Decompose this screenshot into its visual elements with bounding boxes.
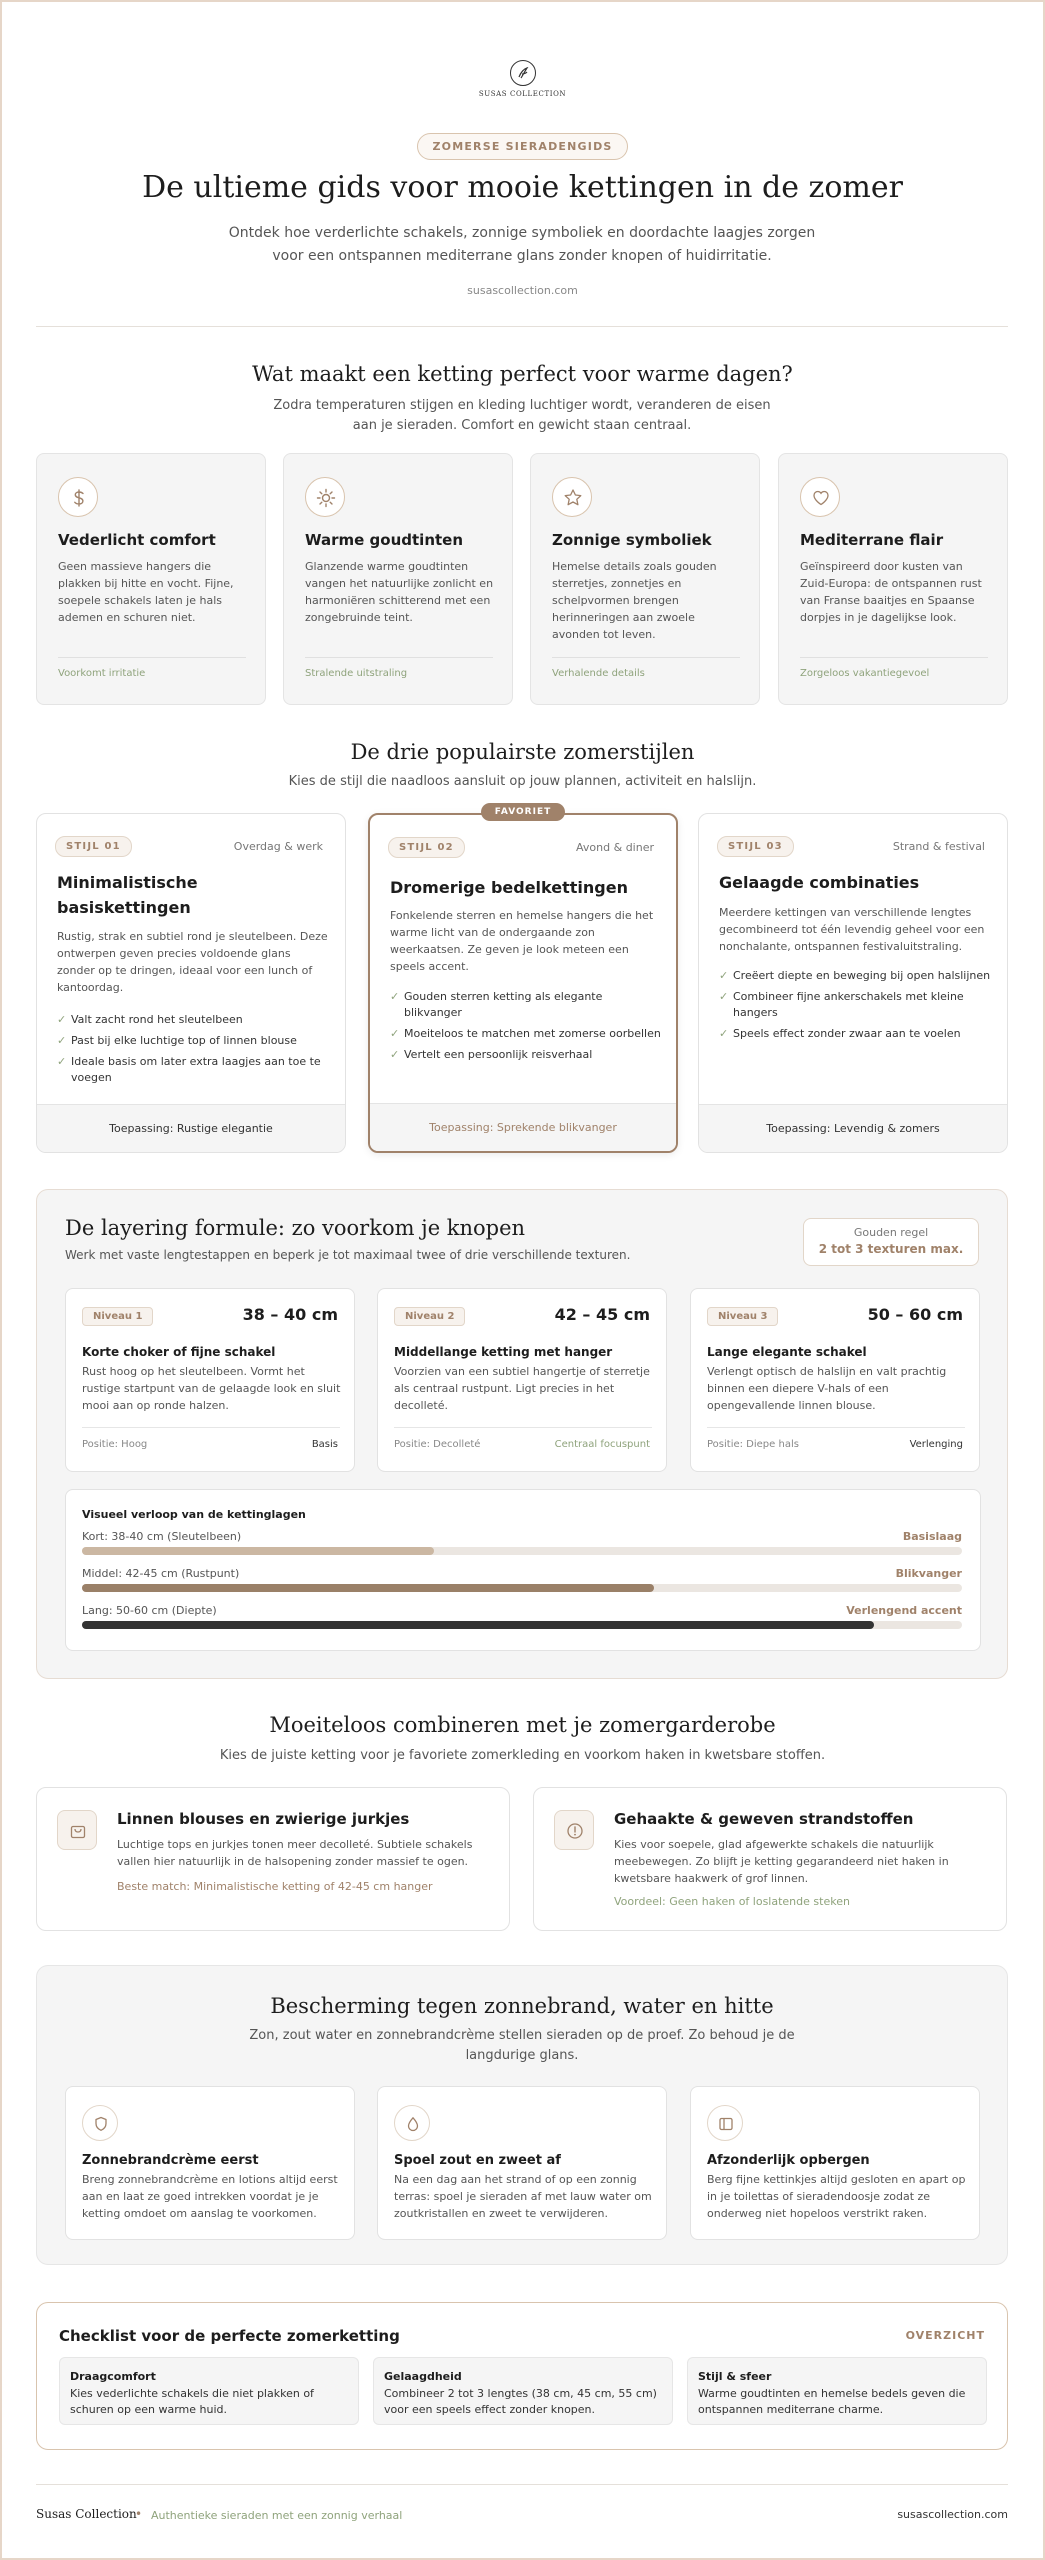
- style-tag: STIJL 03: [717, 836, 794, 857]
- feature-title: Zonnige symboliek: [552, 531, 712, 549]
- style-card[interactable]: [698, 813, 1008, 1153]
- level-card: [377, 1288, 667, 1472]
- checklist-item-title: Gelaagdheid: [384, 2370, 462, 2383]
- footer-separator: •: [135, 2507, 143, 2521]
- list-item: ✓ Combineer fijne ankerschakels met kleine hangers: [719, 989, 991, 1021]
- protection-panel: [36, 1965, 1008, 2265]
- feature-card: [530, 453, 760, 705]
- protection-subtitle: Zon, zout water en zonnebrandcrème stellen sieraden op de proef. Zo behoud je de langdurige glans.: [249, 2028, 795, 2063]
- feature-title: Vederlicht comfort: [58, 531, 216, 549]
- checklist-item: [59, 2357, 359, 2425]
- feature-divider: [552, 657, 740, 658]
- feature-desc: Glanzende warme goudtinten vangen het natuurlijke zonlicht en harmoniëren schitterend met een zongebruinde teint.: [305, 560, 494, 624]
- logo[interactable]: [0, 60, 1045, 98]
- footer-divider: [36, 2484, 1008, 2485]
- level-role: Verlenging: [909, 1439, 963, 1450]
- level-divider: [707, 1427, 965, 1428]
- level-divider: [394, 1427, 652, 1428]
- shield-icon: [82, 2105, 118, 2141]
- level-desc: Verlengt optisch de halslijn en valt prachtig binnen een diepere V-hals of een opengevallende linnen blouse.: [707, 1365, 947, 1412]
- feature-footnote: Voorkomt irritatie: [58, 668, 146, 679]
- feature-divider: [305, 657, 493, 658]
- box-icon: [707, 2105, 743, 2141]
- styles-title: De drie populairste zomerstijlen: [350, 740, 695, 764]
- layer-bar-role: Blikvanger: [895, 1567, 962, 1580]
- level-badge: Niveau 3: [707, 1307, 778, 1326]
- layer-bar-fill: [82, 1547, 434, 1555]
- protection-card-title: Afzonderlijk opbergen: [707, 2153, 870, 2168]
- level-title: Middellange ketting met hanger: [394, 1345, 613, 1359]
- guide-pill: ZOMERSE SIERADENGIDS: [417, 133, 627, 160]
- layer-bar-row: [82, 1604, 962, 1617]
- level-divider: [82, 1427, 340, 1428]
- page-subtitle: Ontdek hoe verderlichte schakels, zonnige symboliek en doordachte laagjes zorgen voor een ontspannen mediterrane glans zonder knopen of huidirritatie.: [228, 225, 816, 264]
- feature-desc: Hemelse details zoals gouden sterretjes, zonnetjes en schelpvormen brengen herinneringen aan zwoele avonden tot leven.: [552, 560, 717, 641]
- level-title: Korte choker of fijne schakel: [82, 1345, 276, 1359]
- checklist-item: [687, 2357, 987, 2425]
- level-badge: Niveau 1: [82, 1307, 153, 1326]
- checklist-overview: OVERZICHT: [905, 2329, 985, 2342]
- features-title: Wat maakt een ketting perfect voor warme dagen?: [252, 362, 793, 386]
- style-occasion: Strand & festival: [892, 840, 985, 853]
- level-title: Lange elegante schakel: [707, 1345, 867, 1359]
- style-desc: Meerdere kettingen van verschillende lengtes gecombineerd tot één levendig geheel voor een nonchalante, ontspannen festivaluitstraling.: [719, 906, 985, 953]
- layer-bar-row: [82, 1530, 962, 1543]
- feature-footnote: Zorgeloos vakantiegevoel: [800, 668, 930, 679]
- level-role: Basis: [311, 1439, 338, 1450]
- protection-title: Bescherming tegen zonnebrand, water en hitte: [270, 1994, 774, 2018]
- protection-card: [65, 2086, 355, 2240]
- layer-bar-track: [82, 1584, 962, 1592]
- golden-rule-value: 2 tot 3 texturen max.: [818, 1242, 964, 1256]
- list-item: ✓ Creëert diepte en beweging bij open halslijnen: [719, 968, 991, 984]
- feature-title: Warme goudtinten: [305, 531, 464, 549]
- protection-card-desc: Na een dag aan het strand of op een zonnig terras: spoel je sieraden af met lauw water om zoutkristallen en zweet te verwijderen.: [394, 2173, 652, 2220]
- style-desc: Rustig, strak en subtiel rond je sleutelbeen. Deze ontwerpen geven precies voldoende glans zonder op te dringen, ideaal voor een lunch of kantoordag.: [57, 930, 328, 994]
- layer-bar-label: Middel: 42-45 cm (Rustpunt): [82, 1567, 240, 1580]
- checklist-item-title: Draagcomfort: [70, 2370, 156, 2383]
- layer-bar-fill: [82, 1621, 874, 1629]
- checklist-item-title: Stijl & sfeer: [698, 2370, 772, 2383]
- feature-divider: [800, 657, 988, 658]
- list-item: ✓ Valt zacht rond het sleutelbeen: [57, 1012, 329, 1028]
- sun-icon: [305, 477, 345, 517]
- combine-match: Voordeel: Geen haken of loslatende steken: [614, 1895, 850, 1908]
- protection-card-title: Zonnebrandcrème eerst: [82, 2153, 259, 2168]
- style-title: Gelaagde combinaties: [719, 873, 920, 892]
- style-tag: STIJL 02: [388, 837, 465, 858]
- combine-title-1: Linnen blouses en zwierige jurkjes: [117, 1810, 410, 1828]
- checklist-item-desc: Kies vederlichte schakels die niet plakken of schuren op een warme huid.: [70, 2387, 314, 2416]
- layer-bar-label: Kort: 38-40 cm (Sleutelbeen): [82, 1530, 242, 1543]
- combine-desc: Luchtige tops en jurkjes tonen meer decolleté. Subtiele schakels vallen hier natuurlijk in de halsopening zonder massief te ogen.: [117, 1838, 473, 1868]
- drop-icon: [394, 2105, 430, 2141]
- feature-desc: Geïnspireerd door kusten van Zuid-Europa: de ontspannen rust van Franse baaitjes en Spaanse dorpjes in je dagelijkse look.: [800, 560, 982, 624]
- level-desc: Voorzien van een subtiel hangertje of sterretje als centraal rustpunt. Ligt precies in het decolleté.: [394, 1365, 650, 1412]
- style-card[interactable]: [36, 813, 346, 1153]
- level-position: Positie: Decolleté: [394, 1439, 481, 1450]
- combine-card: [36, 1787, 510, 1931]
- feature-card: [283, 453, 513, 705]
- style-title: Dromerige bedelkettingen: [390, 878, 628, 897]
- style-title: Minimalistische basiskettingen: [57, 873, 198, 917]
- protection-card: [377, 2086, 667, 2240]
- protection-card-desc: Breng zonnebrandcrème en lotions altijd eerst aan en laat ze goed intrekken voordat je je ketting omdoet om aanslag te voorkomen.: [82, 2173, 338, 2220]
- features-subtitle: Zodra temperaturen stijgen en kleding luchtiger wordt, veranderen de eisen aan je sieraden. Comfort en gewicht staan centraal.: [273, 398, 771, 433]
- layer-visual-title: Visueel verloop van de kettinglagen: [82, 1508, 306, 1521]
- level-badge: Niveau 2: [394, 1307, 465, 1326]
- level-length: 42 – 45 cm: [554, 1305, 650, 1324]
- combine-match: Beste match: Minimalistische ketting of 42-45 cm hanger: [117, 1880, 433, 1893]
- footer-brand[interactable]: Susas Collection: [36, 2507, 137, 2521]
- list-item: ✓ Moeiteloos te matchen met zomerse oorbellen: [390, 1026, 662, 1042]
- golden-rule: [803, 1218, 979, 1266]
- style-card[interactable]: [368, 813, 678, 1153]
- layer-bar-role: Verlengend accent: [846, 1604, 962, 1617]
- feature-card: [778, 453, 1008, 705]
- combine-title-2: Gehaakte & geweven strandstoffen: [614, 1810, 914, 1828]
- page-title: De ultieme gids voor mooie kettingen in de zomer: [142, 170, 903, 205]
- checklist-item-desc: Warme goudtinten en hemelse bedels geven die ontspannen mediterrane charme.: [698, 2387, 966, 2416]
- level-desc: Rust hoog op het sleutelbeen. Vormt het rustige startpunt van de gelaagde look en sluit mooi aan op ronde halzen.: [82, 1365, 341, 1412]
- checklist-item-desc: Combineer 2 tot 3 lengtes (38 cm, 45 cm, 55 cm) voor een speels effect zonder knopen.: [384, 2387, 657, 2416]
- logo-mark-icon: [510, 60, 536, 86]
- feature-title: Mediterrane flair: [800, 531, 944, 549]
- level-length: 50 – 60 cm: [867, 1305, 963, 1324]
- level-length: 38 – 40 cm: [242, 1305, 338, 1324]
- protection-card-title: Spoel zout en zweet af: [394, 2153, 561, 2168]
- layer-visual: [65, 1489, 981, 1651]
- layering-panel: [36, 1189, 1008, 1679]
- layer-bar-label: Lang: 50-60 cm (Diepte): [82, 1604, 217, 1617]
- level-position: Positie: Hoog: [82, 1439, 148, 1450]
- feature-footnote: Stralende uitstraling: [305, 668, 408, 679]
- style-application: Toepassing: Sprekende blikvanger: [370, 1103, 676, 1151]
- feature-desc: Geen massieve hangers die plakken bij hitte en vocht. Fijne, soepele schakels laten je hals ademen en schuren niet.: [58, 560, 234, 624]
- divider: [36, 326, 1008, 327]
- site-link[interactable]: susascollection.com: [467, 284, 578, 297]
- list-item: ✓ Gouden sterren ketting als elegante blikvanger: [390, 989, 662, 1021]
- dollar-icon: [58, 477, 98, 517]
- layer-bar-role: Basislaag: [902, 1530, 962, 1543]
- level-role: Centraal focuspunt: [554, 1439, 650, 1450]
- star-icon: [552, 477, 592, 517]
- alert-icon: [554, 1810, 594, 1850]
- combine-title: Moeiteloos combineren met je zomergarderobe: [269, 1713, 776, 1737]
- combine-desc: Kies voor soepele, glad afgewerkte schakels die natuurlijk meebewegen. Zo blijft je ketting gegarandeerd niet haken in kwetsbare haakwerk of grof linnen.: [614, 1838, 949, 1885]
- layering-subtitle: Werk met vaste lengtestappen en beperk je tot maximaal twee of drie verschillende texturen.: [65, 1248, 631, 1262]
- protection-card: [690, 2086, 980, 2240]
- feature-divider: [58, 657, 246, 658]
- style-list: [719, 968, 991, 1047]
- layer-bar-fill: [82, 1584, 654, 1592]
- logo-text: SUSAS COLLECTION: [478, 90, 567, 98]
- bag-icon: [57, 1810, 97, 1850]
- favorite-badge: FAVORIET: [481, 803, 565, 821]
- style-occasion: Overdag & werk: [233, 840, 323, 853]
- style-list: [390, 989, 662, 1068]
- list-item: ✓ Past bij elke luchtige top of linnen blouse: [57, 1033, 329, 1049]
- checklist-title: Checklist voor de perfecte zomerketting: [59, 2327, 400, 2345]
- list-item: ✓ Speels effect zonder zwaar aan te voelen: [719, 1026, 991, 1042]
- layering-title: De layering formule: zo voorkom je knopen: [65, 1216, 526, 1240]
- heart-icon: [800, 477, 840, 517]
- layer-bar-track: [82, 1621, 962, 1629]
- style-application: Toepassing: Rustige elegantie: [37, 1104, 345, 1152]
- layer-bar-track: [82, 1547, 962, 1555]
- level-card: [65, 1288, 355, 1472]
- checklist: [36, 2302, 1008, 2450]
- style-occasion: Avond & diner: [576, 841, 654, 854]
- combine-subtitle: Kies de juiste ketting voor je favoriete zomerkleding en voorkom haken in kwetsbare stoffen.: [219, 1748, 826, 1763]
- style-tag: STIJL 01: [55, 836, 132, 857]
- footer-site-link[interactable]: susascollection.com: [897, 2508, 1008, 2521]
- list-item: ✓ Ideale basis om later extra laagjes aan toe te voegen: [57, 1054, 329, 1086]
- protection-card-desc: Berg fijne kettinkjes altijd gesloten en apart op in je toilettas of sieradendoosje zodat ze onderweg niet hopeloos verstrikt raken.: [707, 2173, 966, 2220]
- footer-tagline: Authentieke sieraden met een zonnig verhaal: [151, 2509, 403, 2522]
- level-position: Positie: Diepe hals: [707, 1439, 799, 1450]
- feature-footnote: Verhalende details: [552, 668, 645, 679]
- style-list: [57, 1012, 329, 1091]
- level-card: [690, 1288, 980, 1472]
- checklist-item: [373, 2357, 673, 2425]
- list-item: ✓ Vertelt een persoonlijk reisverhaal: [390, 1047, 662, 1063]
- layer-bar-row: [82, 1567, 962, 1580]
- styles-subtitle: Kies de stijl die naadloos aansluit op jouw plannen, activiteit en halslijn.: [288, 774, 757, 789]
- combine-card: [533, 1787, 1007, 1931]
- feature-card: [36, 453, 266, 705]
- golden-rule-label: Gouden regel: [853, 1226, 929, 1239]
- style-application: Toepassing: Levendig & zomers: [699, 1104, 1007, 1152]
- style-desc: Fonkelende sterren en hemelse hangers die het warme licht van de ondergaande zon weerkaatsen. Ze geven je look meteen een speels accent.: [390, 909, 654, 973]
